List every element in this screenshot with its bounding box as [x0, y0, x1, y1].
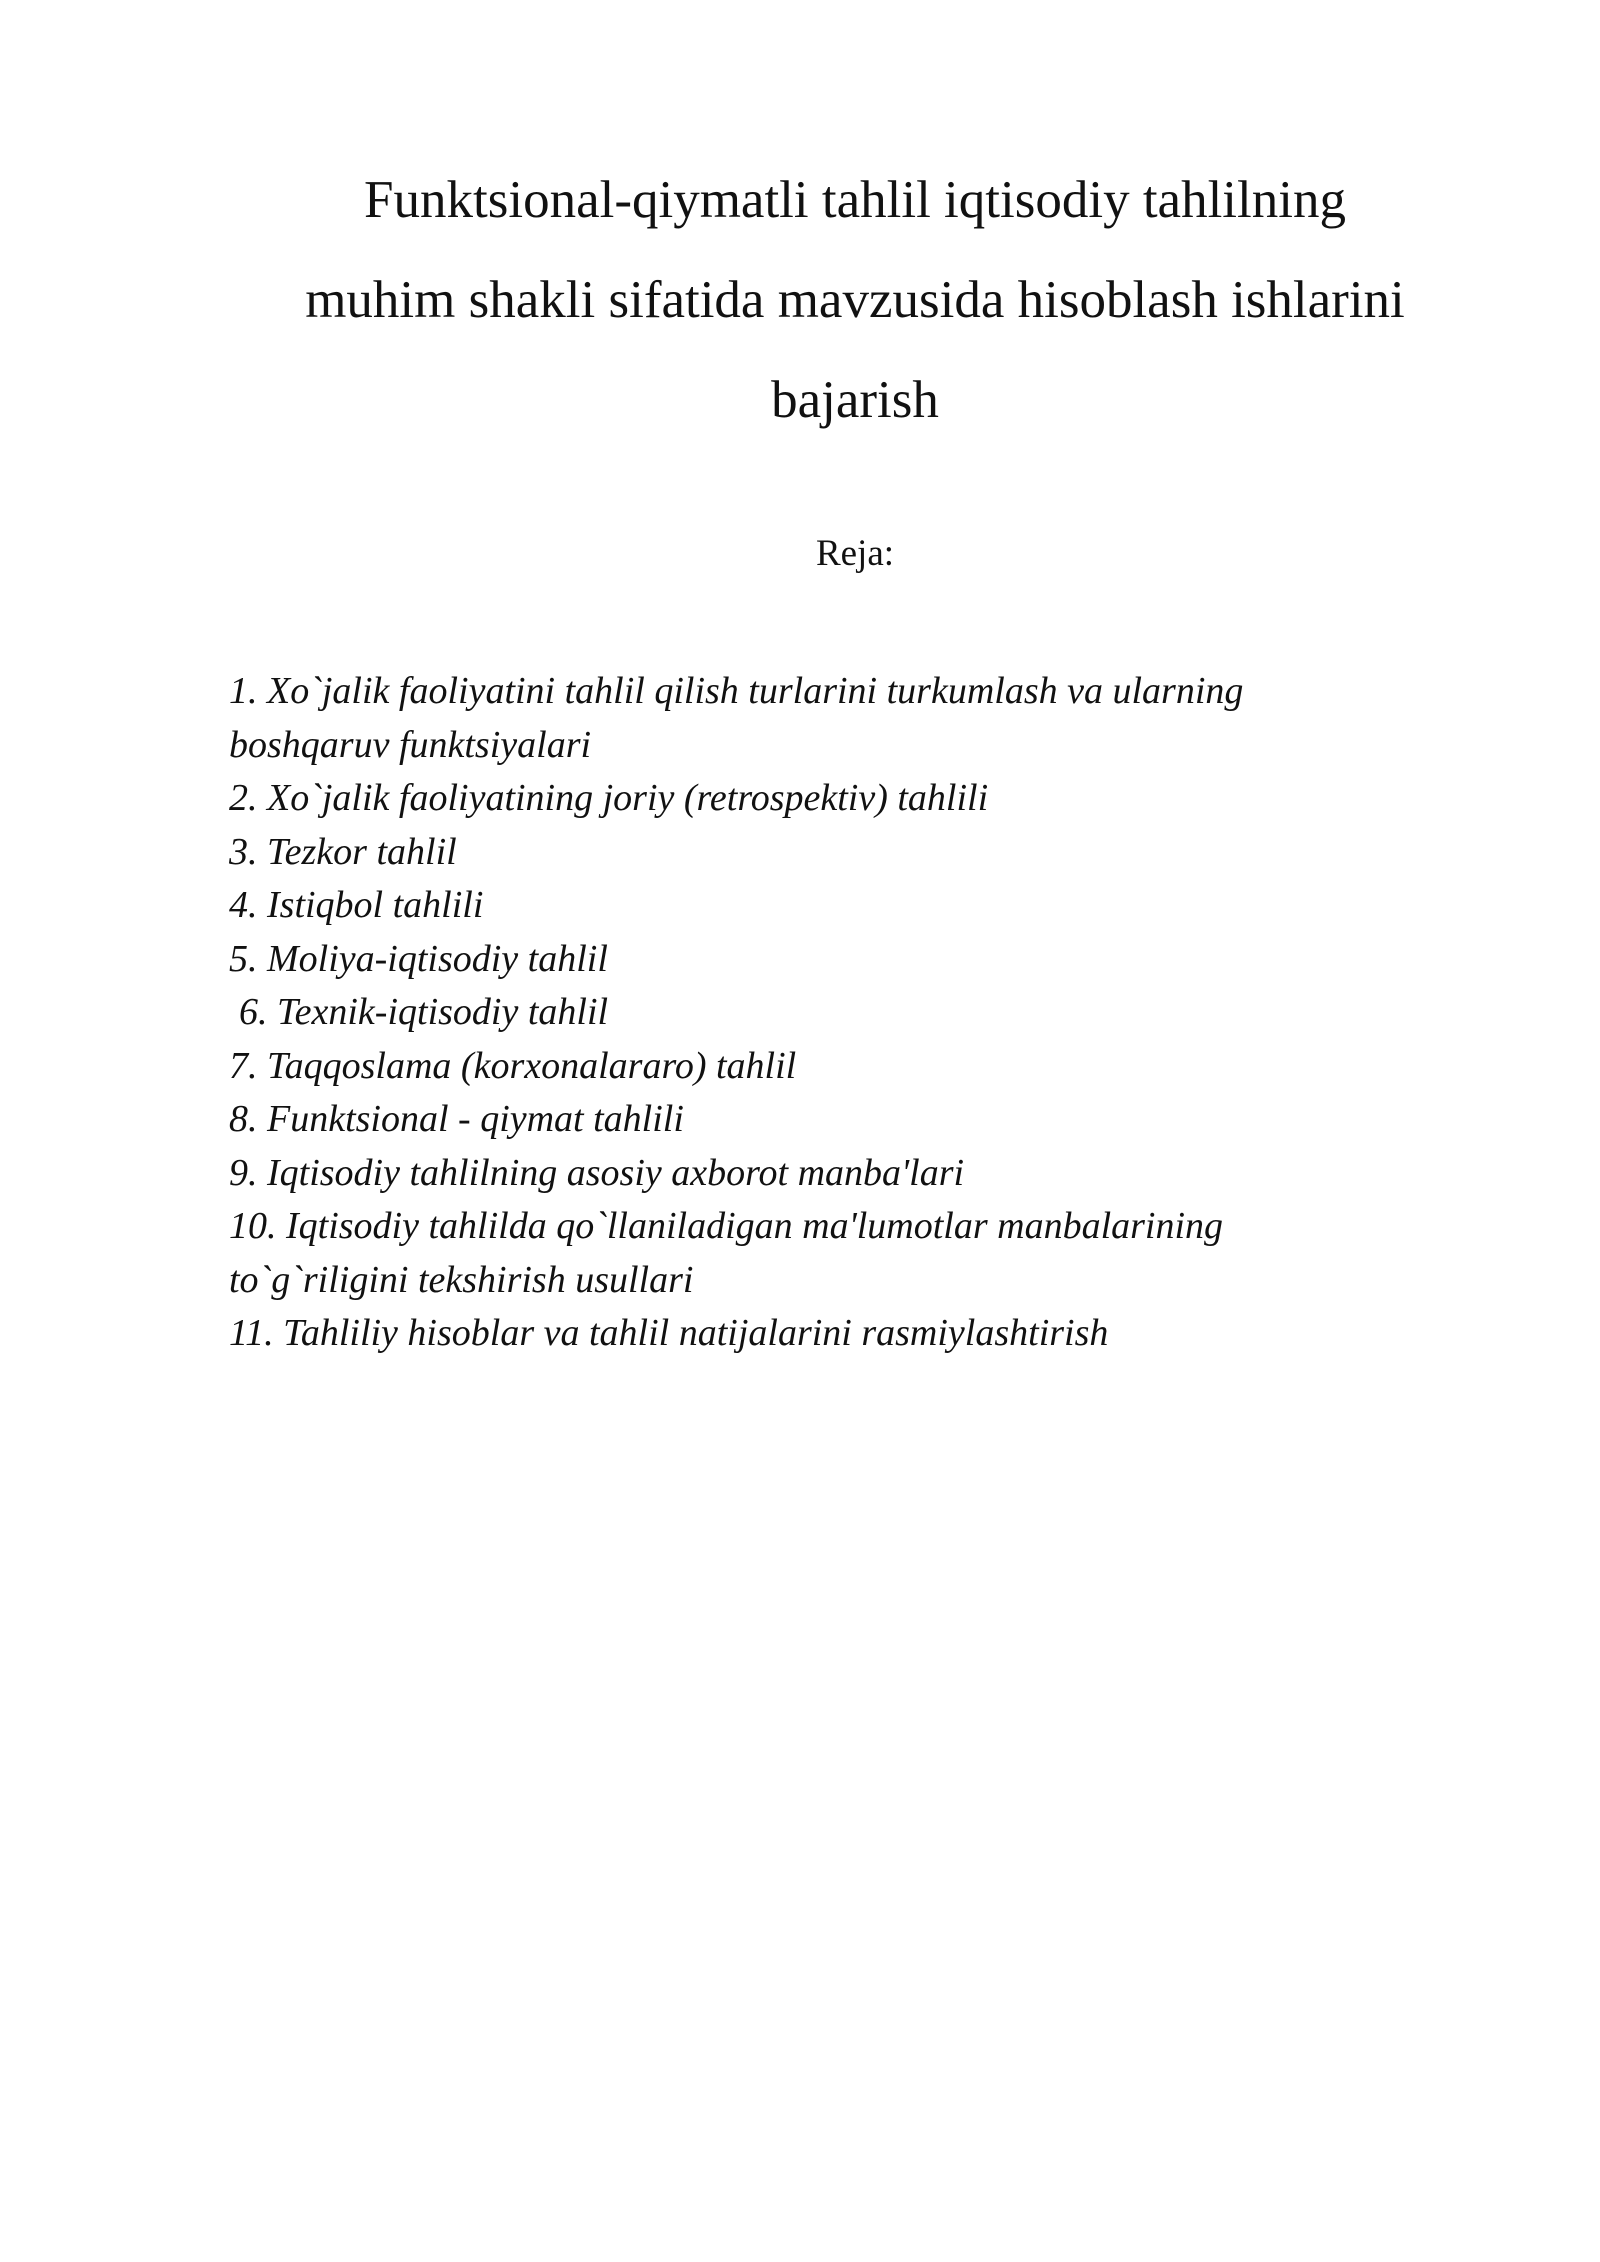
plan-item-line: 2. Xo`jalik faoliyatining joriy (retrospektiv) tahlili	[229, 777, 989, 819]
plan-item	[229, 772, 1429, 826]
plan-item	[229, 1200, 1429, 1307]
plan-item	[229, 665, 1429, 772]
plan-item	[229, 1040, 1429, 1094]
plan-item	[229, 1307, 1429, 1361]
plan-item-line: 8. Funktsional - qiymat tahlili	[229, 1098, 684, 1140]
plan-list	[229, 665, 1429, 1361]
plan-heading: Reja:	[815, 533, 895, 574]
title-line: muhim shakli sifatida mavzusida hisoblash ishlarini	[305, 271, 1405, 329]
plan-item	[229, 879, 1429, 933]
plan-item-line: 9. Iqtisodiy tahlilning asosiy axborot manba'lari	[229, 1151, 965, 1194]
plan-item-line: 4. Istiqbol tahlili	[229, 884, 484, 926]
title-line: Funktsional-qiymatli tahlil iqtisodiy tahlilning	[364, 171, 1346, 229]
plan-item	[229, 1093, 1429, 1147]
plan-item-line: 7. Taqqoslama (korxonalararo) tahlil	[229, 1044, 797, 1087]
plan-item-line: 1. Xo`jalik faoliyatini tahlil qilish turlarini turkumlash va ularning	[229, 670, 1244, 712]
plan-item-line: to`g`riligini tekshirish usullari	[229, 1258, 694, 1301]
document-title	[215, 150, 1495, 450]
plan-item	[229, 986, 1429, 1040]
plan-item-line: 5. Moliya-iqtisodiy tahlil	[229, 937, 608, 980]
plan-item-line: 3. Tezkor tahlil	[229, 830, 457, 873]
plan-item	[229, 1147, 1429, 1201]
plan-item-line: 6. Texnik-iqtisodiy tahlil	[239, 991, 609, 1033]
plan-item	[229, 826, 1429, 880]
title-line: bajarish	[771, 371, 939, 429]
plan-item	[229, 933, 1429, 987]
plan-item-line: 11. Tahliliy hisoblar va tahlil natijalarini rasmiylashtirish	[229, 1312, 1109, 1354]
plan-item-line: 10. Iqtisodiy tahlilda qo`llaniladigan ma'lumotlar manbalarining	[229, 1205, 1224, 1247]
plan-item-line: boshqaruv funktsiyalari	[229, 723, 592, 766]
